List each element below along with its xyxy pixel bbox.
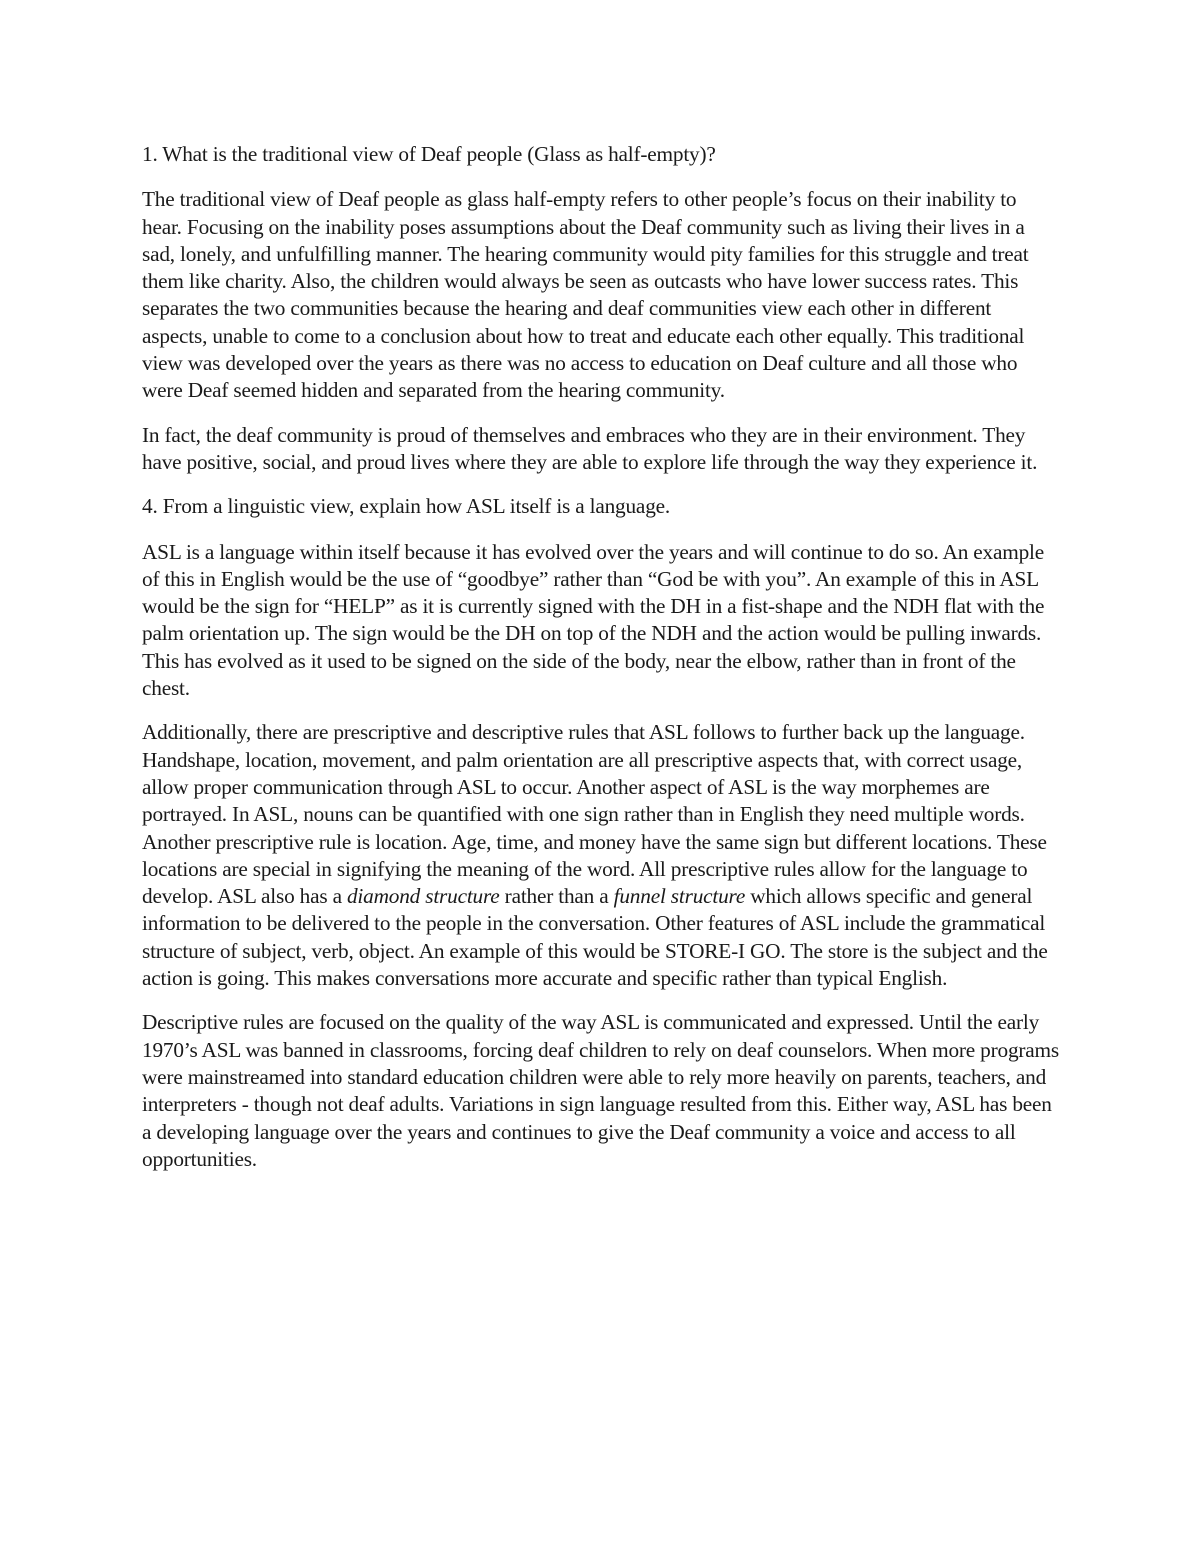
italic-term-funnel-structure: funnel structure [613,884,746,909]
answer-4-paragraph-3: Descriptive rules are focused on the quality of the way ASL is communicated and expressed. Until the early 1970’s ASL was banned in classrooms, forcing deaf children to rely on deaf counselors. When more programs were mainstreamed into standard education children were able to rely more heavily on parents, teachers, and interpreters - though not deaf adults. Variations in sign language resulted from this. Either way, ASL has been a developing language over the years and continues to give the Deaf community a voice and access to all opportunities. [142,1010,1060,1171]
paragraph-text: which allows specific and general information to be delivered to the people in the conversation. Other features of ASL include the grammatical structure of subject, verb, object. An example of this would be STORE-I GO. The store is the subject and the action is going. This makes conversations more accurate and specific rather than typical English. [142,884,1048,991]
document-body [142,141,1060,1190]
question-4: 4. From a linguistic view, explain how ASL itself is a language. [142,494,671,519]
italic-term-diamond-structure: diamond structure [346,884,500,909]
answer-4-paragraph-2 [142,719,1060,992]
paragraph-text: Additionally, there are prescriptive and descriptive rules that ASL follows to further back up the language. Handshape, location, movement, and palm orientation are all prescriptive aspects that, with correct usage, allow proper communication through ASL to occur. Another aspect of ASL is the way morphemes are portrayed. In ASL, nouns can be quantified with one sign rather than in English they need multiple words. Another prescriptive rule is location. Age, time, and money have the same sign but different locations. These locations are special in signifying the meaning of the word. All prescriptive rules allow for the language to develop. ASL also has a [142,720,1047,909]
answer-4-paragraph-1: ASL is a language within itself because it has evolved over the years and will continue to do so. An example of this in English would be the use of “goodbye” rather than “God be with you”. An example of this in ASL would be the sign for “HELP” as it is currently signed with the DH in a fist-shape and the NDH flat with the palm orientation up. The sign would be the DH on top of the NDH and the action would be pulling inwards. This has evolved as it used to be signed on the side of the body, near the elbow, rather than in front of the chest. [142,539,1045,701]
paragraph-text: rather than a [499,884,614,909]
answer-1-paragraph-2: In fact, the deaf community is proud of themselves and embraces who they are in their environment. They have positive, social, and proud lives where they are able to explore life through the way they experience it. [142,422,1038,474]
question-1: 1. What is the traditional view of Deaf people (Glass as half-empty)? [142,142,716,166]
answer-1-paragraph-1: The traditional view of Deaf people as glass half-empty refers to other people’s focus on their inability to hear. Focusing on the inability poses assumptions about the Deaf community such as living their lives in a sad, lonely, and unfulfilling manner. The hearing community would pity families for this struggle and treat them like charity. Also, the children would always be seen as outcasts who have lower success rates. This separates the two communities because the hearing and deaf communities view each other in different aspects, unable to come to a conclusion about how to treat and educate each other equally. This traditional view was developed over the years as there was no access to education on Deaf culture and all those who were Deaf seemed hidden and separated from the hearing community. [142,187,1029,403]
